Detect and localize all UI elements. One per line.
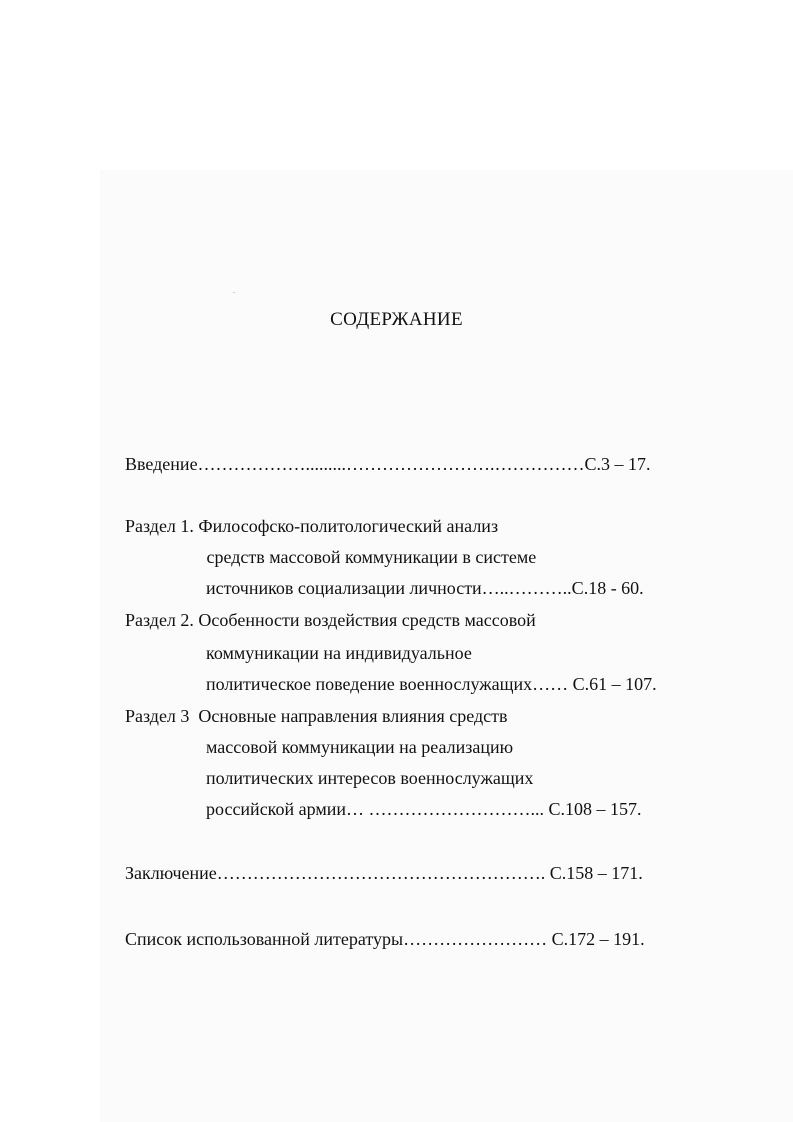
toc-entry-conclusion: Заключение………………………………………………. С.158 – 171. — [125, 863, 643, 883]
toc-entry-section-3-line-4: российской армии… ………………………... С.108 – 157. — [206, 799, 642, 819]
toc-entry-section-2-line-1: Раздел 2. Особенности воздействия средств массовой — [125, 610, 536, 630]
toc-entry-section-1-line-1: Раздел 1. Философско-политологический анализ — [125, 516, 499, 536]
toc-title: СОДЕРЖАНИЕ — [330, 309, 463, 330]
toc-entry-section-1-line-2: средств массовой коммуникации в системе — [202, 547, 537, 567]
toc-entry-section-1-line-3: источников социализации личности…..………..С.18 - 60. — [206, 578, 644, 598]
toc-entry-section-3-line-2: массовой коммуникации на реализацию — [206, 737, 514, 757]
toc-entry-section-2-line-2: коммуникации на индивидуальное — [206, 643, 472, 663]
toc-entry-introduction: Введение……………….........…………………….……………С.3 – 17. — [125, 454, 651, 474]
scan-speck — [233, 292, 235, 293]
toc-entry-bibliography: Список использованной литературы…………………… С.172 – 191. — [125, 929, 645, 949]
toc-entry-section-2-line-3: политическое поведение военнослужащих…… С.61 – 107. — [206, 674, 657, 694]
toc-entry-section-3-line-1: Раздел 3 Основные направления влияния средств — [125, 706, 508, 726]
toc-entry-section-3-line-3: политических интересов военнослужащих — [206, 768, 534, 788]
